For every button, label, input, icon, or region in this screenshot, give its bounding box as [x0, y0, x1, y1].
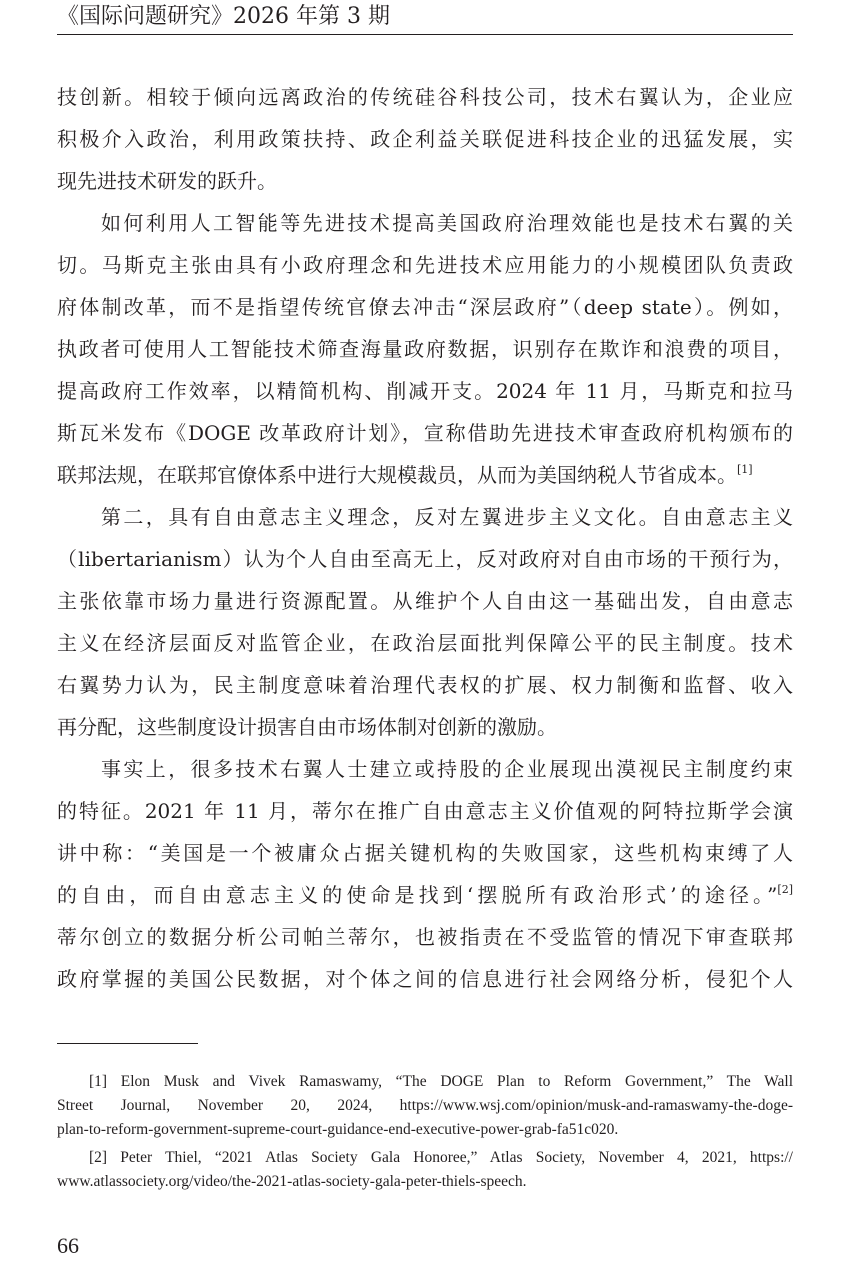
text-line: 主张依靠市场力量进行资源配置。从维护个人自由这一基础出发，自由意志: [57, 589, 793, 613]
text-line: 府体制改革，而不是指望传统官僚去冲击“深层政府”（deep state）。例如，: [57, 295, 793, 319]
text-line: 事实上，很多技术右翼人士建立或持股的企业展现出漠视民主制度约束: [101, 757, 793, 781]
footnotes: [57, 1070, 793, 1194]
header-rule: [57, 34, 793, 35]
text-line: 如何利用人工智能等先进技术提高美国政府治理效能也是技术右翼的关: [101, 211, 793, 235]
text-line: 蒂尔创立的数据分析公司帕兰蒂尔，也被指责在不受监管的情况下审查联邦: [57, 925, 793, 949]
text-line: 讲中称：“美国是一个被庸众占据关键机构的失败国家，这些机构束缚了人: [57, 841, 793, 865]
text-line: 现先进技术研发的跃升。: [57, 169, 277, 193]
text-line: 右翼势力认为，民主制度意味着治理代表权的扩展、权力制衡和监督、收入: [57, 673, 793, 697]
running-header: 《国际问题研究》2026 年第 3 期: [57, 4, 390, 29]
text-line: 技创新。相较于倾向远离政治的传统硅谷科技公司，技术右翼认为，企业应: [57, 85, 793, 109]
footnote-line: Street Journal, November 20, 2024, https://www.wsj.com/opinion/musk-and-ramaswamy-the-doge-: [57, 1097, 793, 1114]
text-line: 切。马斯克主张由具有小政府理念和先进技术应用能力的小规模团队负责政: [57, 253, 793, 277]
footnote-1: [57, 1070, 793, 1142]
text-line: 主义在经济层面反对监管企业，在政治层面批判保障公平的民主制度。技术: [57, 631, 793, 655]
text-line: （libertarianism）认为个人自由至高无上，反对政府对自由市场的干预行为，: [57, 547, 793, 571]
body-text: [57, 76, 793, 1000]
text-line: 斯瓦米发布《DOGE 改革政府计划》，宣称借助先进技术审查政府机构颁布的: [57, 421, 793, 445]
text-line: [57, 874, 793, 916]
footnote-ref[interactable]: [2]: [777, 883, 793, 896]
text-line-content: 的自由，而自由意志主义的使命是找到‘摆脱所有政治形式’的途径。”: [57, 883, 778, 907]
footnote-line: [2] Peter Thiel, “2021 Atlas Society Gala Honoree,” Atlas Society, November 4, 2021, https://: [89, 1149, 793, 1166]
footnote-2: [57, 1146, 793, 1194]
text-line: 政府掌握的美国公民数据，对个体之间的信息进行社会网络分析，侵犯个人: [57, 967, 793, 991]
footnote-ref[interactable]: [1]: [737, 463, 753, 476]
page-number: 66: [57, 1233, 79, 1258]
text-line: 执政者可使用人工智能技术筛查海量政府数据，识别存在欺诈和浪费的项目，: [57, 337, 793, 361]
paragraph-4: [57, 748, 793, 1000]
text-line: 再分配，这些制度设计损害自由市场体制对创新的激励。: [57, 715, 557, 739]
footnote-line: plan-to-reform-government-supreme-court-guidance-end-executive-power-grab-fa51c020.: [57, 1121, 619, 1138]
text-line: 积极介入政治，利用政策扶持、政企利益关联促进科技企业的迅猛发展，实: [57, 127, 793, 151]
text-line-content: 联邦法规，在联邦官僚体系中进行大规模裁员，从而为美国纳税人节省成本。: [57, 463, 737, 487]
text-line: 的特征。2021 年 11 月，蒂尔在推广自由意志主义价值观的阿特拉斯学会演: [57, 799, 793, 823]
paragraph-3: [57, 496, 793, 748]
text-line: [57, 454, 793, 496]
paragraph-1: [57, 76, 793, 202]
footnote-rule: [57, 1043, 198, 1044]
paragraph-2: [57, 202, 793, 496]
footnote-line: [1] Elon Musk and Vivek Ramaswamy, “The DOGE Plan to Reform Government,” The Wall: [89, 1073, 793, 1090]
text-line: 提高政府工作效率，以精简机构、削减开支。2024 年 11 月，马斯克和拉马: [57, 379, 793, 403]
text-line: 第二，具有自由意志主义理念，反对左翼进步主义文化。自由意志主义: [101, 505, 793, 529]
footnote-line: www.atlassociety.org/video/the-2021-atlas-society-gala-peter-thiels-speech.: [57, 1173, 527, 1190]
